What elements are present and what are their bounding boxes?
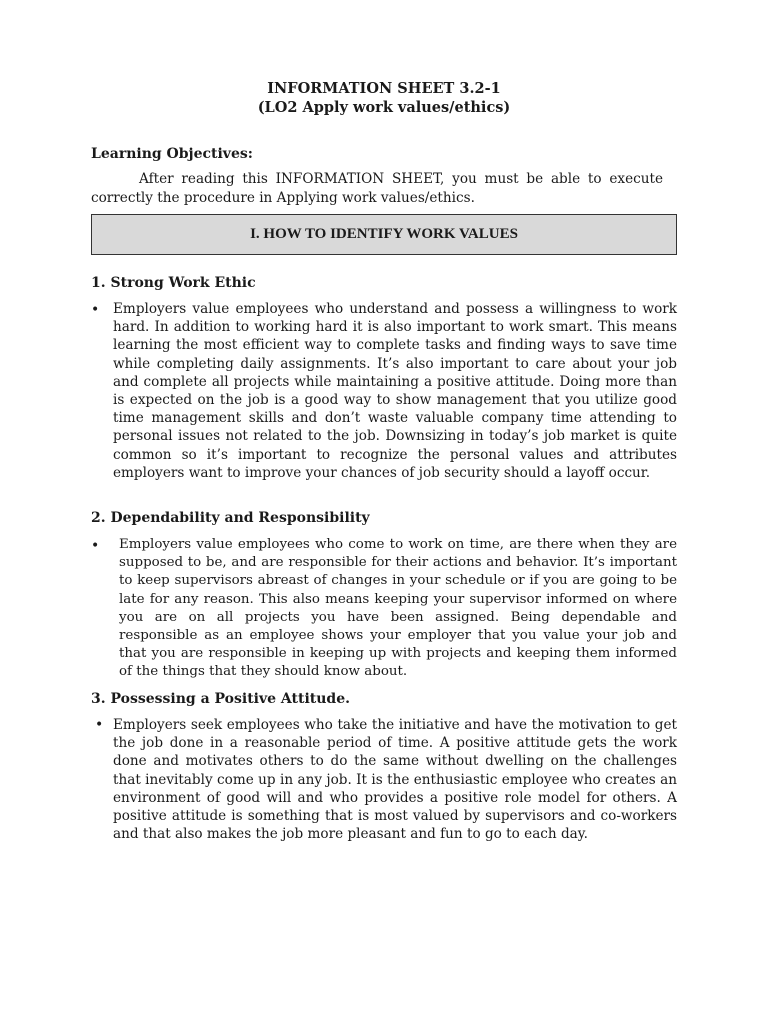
item-text-positive-attitude: Employers seek employees who take the initiative and have the motivation to get the job done in a reasonable period of time. A positive attitude gets the work done and motivates others to do the same without dwelling on the challenges that inevitably come up in any job. It is the enthusiastic employee who creates an environment of good will and who provides a positive role model for others. A positive attitude is something that is most valued by supervisors and co-workers and that also makes the job more pleasant and fun to go to each day.: [113, 717, 677, 843]
item-heading-work-ethic: 1. Strong Work Ethic: [91, 275, 256, 291]
learning-objectives-text: After reading this INFORMATION SHEET, you must be able to execute correctly the procedure in Applying work values/ethics.: [91, 171, 663, 206]
document-subtitle: (LO2 Apply work values/ethics): [257, 99, 511, 116]
item-heading-positive-attitude: 3. Possessing a Positive Attitude.: [91, 691, 350, 707]
item-text-work-ethic: Employers value employees who understand and possess a willingness to work hard. In addition to working hard it is also important to work smart. This means learning the most efficient way to complete tasks and finding ways to save time while completing daily assignments. It’s also important to care about your job and complete all projects while maintaining a positive attitude. Doing more than is expected on the job is a good way to show management that you utilize good time management skills and don’t waste valuable company time attending to personal issues not related to the job. Downsizing in today’s job market is quite common so it’s important to recognize the personal values and attributes employers want to improve your chances of job security should a layoff occur.: [113, 301, 677, 481]
document-title: INFORMATION SHEET 3.2-1: [267, 80, 501, 97]
item-text-dependability: Employers value employees who come to work on time, are there when they are supposed to be, and are responsible for their actions and behavior. It’s important to keep supervisors abreast of changes in your schedule or if you are going to be late for any reason. This also means keeping your supervisor informed on where you are on all projects you have been assigned. Being dependable and responsible as an employee shows your employer that you value your job and that you are responsible in keeping up with projects and keeping them informed of the things that they should know about.: [119, 537, 677, 680]
bullet-icon: •: [91, 538, 100, 554]
item-heading-dependability: 2. Dependability and Responsibility: [91, 510, 370, 526]
bullet-icon: •: [91, 302, 100, 318]
section-title-box: [91, 214, 677, 255]
section-title: I. HOW TO IDENTIFY WORK VALUES: [250, 226, 518, 242]
bullet-icon: •: [95, 717, 104, 733]
learning-objectives-heading: Learning Objectives:: [91, 146, 253, 162]
